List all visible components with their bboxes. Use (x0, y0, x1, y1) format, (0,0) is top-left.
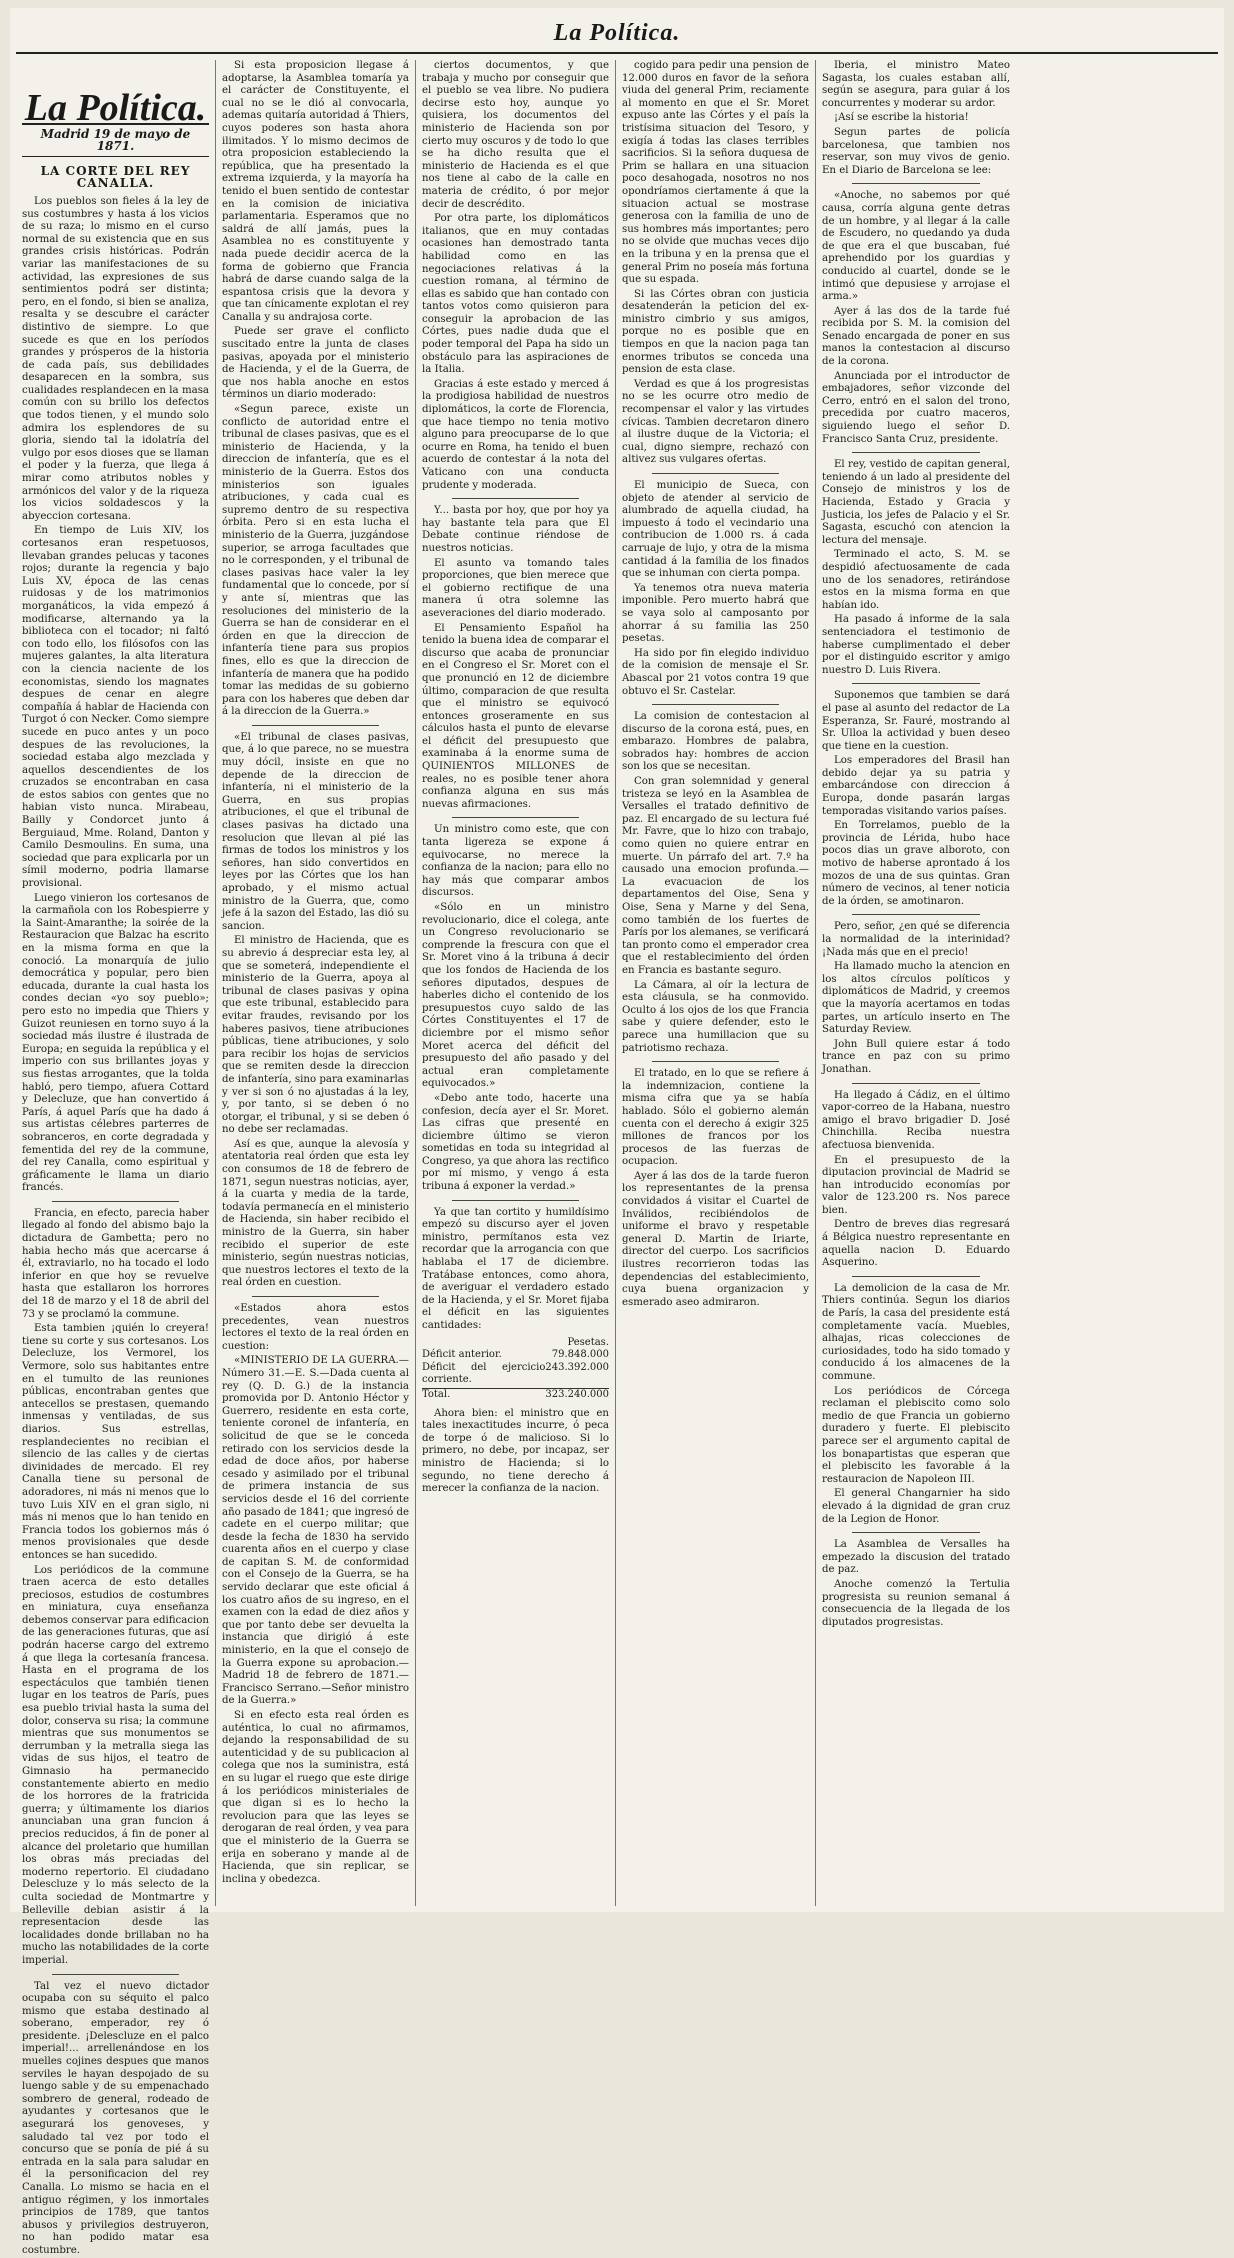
row-value: 79.848.000 (551, 1349, 609, 1361)
paragraph: El asunto va tomando tales proporciones, que bien merece que el gobierno rectifique de una manera ú otra solemne las aseveraciones del diario moderado. (422, 557, 609, 619)
separator-rule (852, 183, 980, 184)
separator-rule (252, 1296, 379, 1297)
column-4 (616, 60, 816, 1906)
paragraph: «Sólo en un ministro revolucionario, dice el colega, ante un Congreso revolucionario se comprende la frescura con que el Sr. Moret vino á la tribuna á decir que los fondos de Hacienda de los señores diputados, despues de haberles dicho el contenido de los presupuestos cuyo saldo de las Córtes Constituyentes el 17 de diciembre por el mismo señor Moret acerca del déficit del presupuesto del año pasado y del actual eran completamente equivocados.» (422, 902, 609, 1090)
running-head: La Política. (553, 20, 681, 46)
paragraph: En tiempo de Luis XIV, los cortesanos eran respetuosos, llevaban grandes pelucas y tacones rojos; durante la regencia y bajo Luis XV, época de las cenas ruidosas y de los matrimonios morganáticos, la vida empezó á modificarse, alternando ya la biblioteca con el tocador; ni faltó con todo ello, los filósofos con las mujeres galantes, la alta literatura con la ciencia naciente de los economistas, siendo los magnates despues de cenar en alegre compañía á hablar de Hacienda con Turgot ó con Necker. Como siempre sucede en puco antes y un poco despues de las revoluciones, la sociedad estaba algo mezclada y aquellos descendientes de los cruzados se encontraban en casa de estos sabios con gentes que no habian visto nunca. Mirabeau, Bailly y Condorcet junto á Berguiaud, Mme. Roland, Danton y Camilo Desmoulins. En suma, una sociedad que para explicarla por un símil moderno, podria llamarse provisional. (22, 525, 209, 890)
paragraph: «MINISTERIO DE LA GUERRA.—Número 31.—E. S.—Dada cuenta al rey (Q. D. G.) de la instancia promovida por D. Antonio Héctor y Guerrero, residente en esta corte, teniente coronel de infantería, en solicitud de que se le conceda retirado con los servicios desde la edad de doce años, por haberse cesado y asimilado por el tribunal de primera instancia de sus servicios desde el 16 del corriente año pasado de 1841; que ingresó de cadete en el cuerpo militar; que desde la fecha de 1830 ha servido cuarenta años en el cuerpo y clase de capitan S. M. de conformidad con el Consejo de la Guerra, se ha servido declarar que este oficial á los cuatro años de su ingreso, en el examen con la edad de diez años y que por tanto debe ser devuelta la instancia que dirigió á este ministerio, en la que el consejo de la Guerra expone su aprobacion.—Madrid 18 de febrero de 1871.—Francisco Serrano.—Señor ministro de la Guerra.» (222, 1355, 409, 1707)
paragraph: Los emperadores del Brasil han debido dejar ya su patria y embarcándose con direccion á Europa, donde pasarán largas temporadas visitando varios países. (822, 755, 1010, 817)
separator-rule (852, 1276, 980, 1277)
paragraph: En el presupuesto de la diputacion provincial de Madrid se han introducido economías por valor de 123.200 rs. Nos parece bien. (822, 1154, 1010, 1216)
separator-rule (452, 817, 579, 818)
column-3 (416, 60, 616, 1906)
row-label: Déficit del ejercicio corriente. (422, 1361, 546, 1386)
dateline: Madrid 19 de mayo de 1871. (22, 123, 209, 157)
paragraph: Si en efecto esta real órden es auténtica, lo cual no afirmamos, dejando la responsabilidad de su autenticidad y de su publicacion al colega que nos la suministra, está en su lugar el ruego que este dirige á los periódicos ministeriales de que digan si es lo hecho la revolucion para que las leyes se derogaran de real órden, y vea para que el ministerio de la Guerra se erija en soberano y mande al de Hacienda, que sin replicar, se inclina y obedezca. (222, 1710, 409, 1885)
article-headline: LA CORTE DEL REY CANALLA. (40, 163, 191, 191)
paragraph: «Segun parece, existe un conflicto de autoridad entre el tribunal de clases pasivas, que es el ministerio de Hacienda, y la direccion de infantería, que es el ministerio de la Guerra. Estos dos ministerios son iguales atribuciones, y cada cual es supremo dentro de su respectiva órbita. Pero si en esta lucha el ministerio de la Guerra, juzgándose superior, se arroga facultades que no le corresponden, y el tribunal de clases pasivas hace valer la ley fundamental que lo concede, por sí y ante sí, mientras que las resoluciones del ministerio de la Guerra se han de considerar en el órden en que la direccion de infantería tiene para sus propios fines, ello es que la direccion de infantería de manera que ha podido tomar las medidas de su gobierno para con los haberes que deben dar á la direccion de la Guerra.» (222, 404, 409, 718)
row-label: Déficit anterior. (422, 1349, 502, 1361)
paragraph: Ha llegado á Cádiz, en el último vapor-correo de la Habana, nuestro amigo el bravo brigadier D. José Chinchilla. Reciba nuestra afectuosa bienvenida. (822, 1089, 1010, 1151)
separator-rule (652, 704, 779, 705)
paragraph: Anoche comenzó la Tertulia progresista su reunion semanal á consecuencia de la llegada de los diputados progresistas. (822, 1578, 1010, 1628)
paragraph: El general Changarnier ha sido elevado á la dignidad de gran cruz de la Legion de Honor. (822, 1488, 1010, 1525)
deficit-table (422, 1337, 609, 1402)
paragraph: Pero, señor, ¿en qué se diferencia la normalidad de la interinidad? ¡Nada más que en el precio! (822, 921, 1010, 958)
table-header: Pesetas. (567, 1336, 609, 1348)
paragraph: La demolicion de la casa de Mr. Thiers continúa. Segun los diarios de París, la casa del presidente está completamente vacía. Muebles, alhajas, ricas colecciones de curiosidades, todo ha sido tomado y conducido á los almacenes de la commune. (822, 1282, 1010, 1382)
paragraph: Segun partes de policía barcelonesa, que tambien nos reservar, son muy vivos de genio. En el Diario de Barcelona se lee: (822, 126, 1010, 176)
paragraph: Ayer á las dos de la tarde fué recibida por S. M. la comision del Senado encargada de poner en sus manos la contestacion al discurso de la corona. (822, 305, 1010, 368)
masthead: La Política. (24, 87, 207, 129)
paragraph: El municipio de Sueca, con objeto de atender al servicio de alumbrado de aquella ciudad, ha impuesto á todo el vecindario una contribucion de 1.000 rs. á cada carruaje de lujo, y otra de la misma cantidad á la familia de los finados que se inhuman con cierta pompa. (622, 480, 809, 580)
paragraph: John Bull quiere estar á todo trance en paz con su primo Jonathan. (822, 1038, 1010, 1075)
paragraph: El ministro de Hacienda, que es su abrevio á despreciar esta ley, al que se someterá, independiente el ministerio de la Guerra, apoya al tribunal de clases pasivas y opina que este tribunal, establecido para evitar fraudes, revisando por los haberes pasivos, tiene atribuciones públicas, tiene atribuciones, y solo para recibir los hojas de servicios que se remiten desde la direccion de infantería, sino para examinarlas y ver si son ó no ajustadas á la ley, y, por tanto, si se deben ó no otorgar, el tribunal, y si se deben ó no debe ser reclamadas. (222, 935, 409, 1136)
paragraph: Ha pasado á informe de la sala sentenciadora el testimonio de haberse cumplimentado el deber por el distinguido escritor y amigo nuestro D. Luis Rivera. (822, 614, 1010, 676)
paragraph: Verdad es que á los progresistas no se les ocurre otro medio de recompensar el valor y las virtudes cívicas. Tambien decretaron dinero al ilustre duque de la Victoria; el cual, digno siempre, rechazó con altivez sus vulgares ofertas. (622, 378, 809, 466)
row-value: 243.392.000 (545, 1361, 609, 1373)
paragraph: «Debo ante todo, hacerte una confesion, decía ayer el Sr. Moret. Las cifras que presenté en diciembre último se vieron sometidas en toda su integridad al Congreso, ya que ahora las rectifico por mí mismo, y vengo á esta tribuna á exponer la verdad.» (422, 1092, 609, 1193)
paragraph: Ya que tan cortito y humildísimo empezó su discurso ayer el joven ministro, permítanos esta vez recordar que la arrogancia con que hablaba el 17 de diciembre. Tratábase entonces, como ahora, de averiguar el verdadero estado de la Hacienda, y el Sr. Moret fijaba el déficit en las siguientes cantidades: (422, 1206, 609, 1331)
separator-rule (652, 1061, 779, 1062)
column-5 (816, 60, 1016, 1906)
separator-rule (852, 1532, 980, 1533)
paragraph: Por otra parte, los diplomáticos italianos, que en muy contadas ocasiones han demostrado tanta habilidad como en las negociaciones relativas á la cuestion romana, al término de ellas es sabido que han contado con tantos votos como quisieron para conseguir la aprobacion de las Córtes, pues nadie duda que el poder temporal del Papa ha sido un obstáculo para las aspiraciones de la Italia. (422, 213, 609, 376)
paragraph: Luego vinieron los cortesanos de la carmañola con los Robespierre y la Saint-Amaranthe; la soirée de la Restauracion que Balzac ha escrito en la misma forma en que la conoció. La monarquía de julio democrática y popular, pero bien educada, durante la cual hasta los condes decian «yo soy pueblo»; pero esto no impedia que Thiers y Guizot reuniesen en torno suyo á la sociedad más ilustre é ilustrada de Europa; en seguida la república y el imperio con sus brillantes joyas y sus fiestas arrogantes, que la tolda habló, pero tiempo, afuera Cottard y Delecluze, que han convertido á París, á aquel París que ha dado á sus artistas célebres parterres de sobranceros, en corte degradada y fementida del rey de la commune, del rey Canalla, como espiritual y gráficamente le llama un diario francés. (22, 892, 209, 1194)
column-1 (16, 60, 216, 2256)
paragraph: «El tribunal de clases pasivas, que, á lo que parece, no se muestra muy dócil, insiste en que no depende de la direccion de infantería, ni el ministerio de la Guerra, en sus propias atribuciones, el que el tribunal de clases pasivas ha dictado una resolucion que llevan al pié las firmas de todos los ministros y los señores, han sido convertidos en leyes por las Córtes que los han aprobado, y el mismo actual ministro de la Guerra, que, como jefe á la sazon del Estado, las dió su sancion. (222, 731, 409, 932)
paragraph: Suponemos que tambien se dará el pase al asunto del redactor de La Esperanza, Sr. Fauré, mostrando al Sr. Ulloa la actividad y buen deseo que tiene en la cuestion. (822, 690, 1010, 752)
paragraph: Si esta proposicion llegase á adoptarse, la Asamblea tomaría ya el carácter de Constituyente, el cual no se le dió al convocarla, ademas quitaría autoridad á Thiers, cuyos poderes son hasta ahora ilimitados. Y lo mismo decimos de otra proposicion estableciendo la república, que ha presentado la extrema izquierda, y la mayoría ha tenido el buen sentido de contestar en la comision de iniciativa parlamentaria. Esperamos que no saldrá de allí jamás, pues la Asamblea no es constituyente y nada puede decidir acerca de la forma de gobierno que Francia habrá de darse cuando salga de la espantosa crisis que la devora y que tan cínicamente explotan el rey Canalla y su andrajosa corte. (222, 60, 409, 323)
paragraph: Si las Córtes obran con justicia desatenderán la peticion del ex-ministro cimbrio y sus amigos, porque no es posible que en tiempos en que la nacion paga tan enormes tributos se conceda una pension de esta clase. (622, 288, 809, 376)
paragraph: Un ministro como este, que con tanta ligereza se expone á equivocarse, no merece la confianza de la nacion; para ello no hay más que comparar ambos discursos. (422, 824, 609, 899)
separator-rule (852, 914, 980, 915)
separator-rule (252, 725, 379, 726)
separator-rule (852, 452, 980, 453)
column-3-body (422, 60, 609, 1496)
paragraph: Esta tambien ¡quién lo creyera! tiene su corte y sus cortesanos. Los Delecluze, los Vermorel, los Vermore, solo sus habitantes entre en el tumulto de las reuniones públicas, encontraban gentes que antecellos se prestasen, quemando inmensas y ventiladas, de sus diarios. Sus estrellas, resplandecientes no recibian el silencio de las calles y de ciertas divinidades de mercado. El rey Canalla tiene su personal de adoradores, ni más ni menos que lo tuvo Luis XIV en el gran siglo, ni más ni menos que lo han tenido en Francia todos los gobiernos más ó menos provisionales que desde entonces se han sucedido. (22, 1323, 209, 1561)
column-1-body (22, 196, 209, 2258)
paragraph: Terminado el acto, S. M. se despidió afectuosamente de cada uno de los senadores, retirándose estos en la misma forma en que habían ido. (822, 549, 1010, 611)
paragraph: Dentro de breves dias regresará á Bélgica nuestro representante en aquella nacion D. Eduardo Asquerino. (822, 1219, 1010, 1269)
column-4-body (622, 60, 809, 1309)
separator-rule (52, 1974, 179, 1975)
total-value: 323.240.000 (545, 1388, 609, 1400)
column-2-body (222, 60, 409, 1886)
separator-rule (452, 498, 579, 499)
top-rule (16, 52, 1218, 54)
paragraph: El tratado, en lo que se refiere á la indemnizacion, contiene la misma cifra que ya se había hablado. Sólo el gobierno alemán cuenta con el derecho á exigir 325 millones de francos por los procesos de las fuerzas de ocupacion. (622, 1068, 809, 1168)
separator-rule (852, 1083, 980, 1084)
column-5-body (822, 60, 1010, 1629)
paragraph: Gracias á este estado y merced á la prodigiosa habilidad de nuestros diplomáticos, la corte de Florencia, que hace tiempo no tenia motivo alguno para preocuparse de lo que ocurre en Roma, ha tenido el buen acuerdo de contestar á la nota del Vaticano con una conducta prudente y moderada. (422, 378, 609, 491)
paragraph: Así es que, aunque la alevosía y atentatoria real órden que esta ley con consumos de 18 de febrero de 1871, segun nuestras noticias, ayer, á la cuarta y media de la tarde, todavía permanecía en el ministerio de Hacienda, sin haber recibido el ministro de la Guerra, sin haber recibido el superior de este ministerio, según nuestras noticias, que nuestros lectores el texto de la real órden en cuestion. (222, 1138, 409, 1289)
paragraph: Los pueblos son fieles á la ley de sus costumbres y hasta á los vicios de su raza; lo mismo en el curso normal de su existencia que en sus grandes crisis históricas. Podrán variar las manifestaciones de su actividad, las expresiones de sus sentimientos podrá ser distinta; pero, en el fondo, si bien se analiza, resalta y se descubre el carácter distintivo de siempre. Lo que sucede es que en los períodos grandes y prósperos de la historia de cada país, sus debilidades desaparecen en la sombra, sus cualidades resplandecen en la masa común con su brillo los defectos que todos tienen, y el mundo solo admira los esplendores de su gloria, siendo tal la idolatría del vulgo por esos dioses que se llaman el poder y la fuerza, que llega á mirar como atributos nobles y armónicos del valor y de la riqueza los vicios soldadescos y la abyeccion cortesana. (22, 195, 209, 522)
separator-rule (452, 1200, 579, 1201)
paragraph: El rey, vestido de capitan general, teniendo á un lado al presidente del Consejo de ministros y los de Hacienda, Estado y Gracia y Justicia, los jefes de Palacio y el Sr. Sagasta, escuchó con atencion la lectura del mensaje. (822, 459, 1010, 546)
paragraph: Puede ser grave el conflicto suscitado entre la junta de clases pasivas, apoyada por el ministerio de Hacienda, y el de la Guerra, de que nos habla anoche en estos términos un diario moderado: (222, 326, 409, 401)
columns (16, 60, 1218, 2256)
paragraph: Con gran solemnidad y general tristeza se leyó en la Asamblea de Versalles el tratado definitivo de paz. El encargado de su lectura fué Mr. Favre, que lo hizo con trabajo, como quien no quiere entrar en muerte. Un párrafo del art. 7.º ha causado una emocion profunda.—La evacuacion de los departamentos del Oise, Sena y Oise, Sena y Marne y del Sena, como también de los fuertes de París por los alemanes, se verificará tan pronto como el emperador crea que el restablecimiento del órden en Francia es bastante seguro. (622, 776, 810, 976)
paragraph: El Pensamiento Español ha tenido la buena idea de comparar el discurso que acaba de pronunciar en el Congreso el Sr. Moret con el que pronunció en 12 de diciembre último, comparacion de que resulta que el ministro se equivocó entonces groseramente en sus cálculos hasta el punto de elevarse el déficit del presupuesto que examinaba á la enorme suma de QUINIENTOS MILLONES de reales, no es posible tener ahora confianza alguna en sus más nuevas afirmaciones. (422, 622, 609, 810)
paragraph: cogido para pedir una pension de 12.000 duros en favor de la señora viuda del general Prim, reciamente al momento en que el Sr. Moret expuso ante las Córtes y el país la tristísima situacion del Tesoro, y exigía á todas las clases terribles sacrificios. Si la señora duquesa de Prim se hallara en una situacion poco desahogada, nosotros no nos opondríamos ciertamente á que la situacion actual se mostrase generosa con la familia de uno de sus hombres más importantes; pero no se olvide que muchas veces dijo en la tribuna y en la prensa que el general Prim no poseía más fortuna que su espada. (622, 60, 809, 286)
paragraph: «Anoche, no sabemos por qué causa, corría alguna gente detras de un hombre, y al llegar á la calle de Escudero, no quedando ya duda de que era el que buscaban, fué aprehendido por los guardias y conducido al cuartel, donde se le intimó que depusiese y arrojase el arma.» (822, 190, 1010, 303)
separator-rule (852, 683, 980, 684)
paragraph: Ya tenemos otra nueva materia imponible. Pero muerto habrá que se vaya solo al camposanto por ahorrar á su familia las 250 pesetas. (622, 582, 809, 645)
table-total (422, 1388, 609, 1402)
paragraph: Iberia, el ministro Mateo Sagasta, los cuales estaban allí, según se asegura, para guiar á los concurrentes y moderar su ardor. (822, 60, 1010, 109)
separator-rule (52, 1201, 179, 1202)
paragraph: Ayer á las dos de la tarde fueron los representantes de la prensa convidados á visitar el Cuartel de Inválidos, recibiéndolos de uniforme el bravo y respetable general D. Martin de Iriarte, director del cuerpo. Los sacrificios ilustres recorrieron todas las dependencias del establecimiento, cuya buena organizacion y esmerado aseo admiraron. (622, 1170, 809, 1308)
table-row (422, 1349, 609, 1362)
paragraph: Tal vez el nuevo dictador ocupaba con su séquito el palco mismo que estaba destinado al soberano, emperador, rey ó presidente. ¡Delescluze en el palco imperial!... arrellenándose en los muelles cojines despues que manos serviles le hayan despojado de su luengo sable y de su empenachado sombrero de general, rodeado de ayudantes y cortesanos que le asegurará los genoveses, y saludado tal vez por todo el concurso que se ponía de pié á su entrada en la sala para saludar en él la personificacion del rey Canalla. Lo mismo se hacia en el antiguo régimen, y los inmortales principios de 1789, que tantos abusos y privilegios destruyeron, no han podido matar esa costumbre. (22, 1980, 209, 2256)
total-label: Total. (422, 1388, 451, 1400)
paragraph: Anunciada por el introductor de embajadores, señor vizconde del Cerro, entró en el salon del trono, precedida por cuatro maceros, siguiendo luego el señor D. Francisco Santa Cruz, presidente. (822, 370, 1010, 445)
paragraph: La Asamblea de Versalles ha empezado la discusion del tratado de paz. (822, 1539, 1010, 1576)
paragraph: La Cámara, al oír la lectura de esta cláusula, se ha conmovido. Oculto á los ojos de los que Francia sabe y quiere defender, esto le parece una humillacion que su patriotismo rechaza. (622, 979, 809, 1054)
table-row (422, 1362, 609, 1387)
paragraph: Los periódicos de Córcega reclaman el plebiscito como solo medio de que Francia un gobierno duradero y fuerte. El plebiscito parece ser el argumento capital de los bonapartistas que esperan que el plebiscito les favorable á la restauracion de Napoleon III. (822, 1385, 1010, 1485)
paragraph: Y... basta por hoy, que por hoy ya hay bastante tela para que El Debate continue riéndose de nuestros noticias. (422, 505, 609, 554)
paragraph: ciertos documentos, y que trabaja y mucho por conseguir que el pueblo se vea libre. No pudiera decirse esto hoy, aunque yo quisiera, los documentos del ministerio de Hacienda son por cierto muy oscuros y de todo lo que se ha dicho resulta que el ministerio de Hacienda es el que nos tiene al cabo de la calle en materia de crédito, ó por mejor decir de descrédito. (422, 60, 609, 210)
column-2 (216, 60, 416, 1906)
paragraph: Ahora bien: el ministro que en tales inexactitudes incurre, ó peca de torpe ó de malicioso. Si lo primero, no debe, por incapaz, ser ministro de Hacienda; si lo segundo, no tiene derecho á merecer la confianza de la nacion. (422, 1407, 609, 1495)
paragraph: Francia, en efecto, parecia haber llegado al fondo del abismo bajo la dictadura de Gambetta; pero no habia hecho más que acercarse á él, extraviarlo, no ha tocado el lodo inferior en que hoy se revuelve hasta que estallaron los horrores del 18 de marzo y el 18 de abril del 73 y se proclamó la commune. (22, 1207, 209, 1320)
newspaper-page (10, 8, 1224, 2256)
paragraph: Ha sido por fin elegido individuo de la comision de mensaje el Sr. Abascal por 21 votos contra 19 que obtuvo el Sr. Castelar. (622, 647, 809, 697)
paragraph: Los periódicos de la commune traen acerca de esto detalles preciosos, estudios de costumbres en miniatura, cuya enseñanza debemos conservar para edificacion de las generaciones futuras, que así podrán hacerse cargo del extremo á que llega la cortesanía francesa. Hasta en el programa de los espectáculos que también tienen lugar en los teatros de París, pues esa pueblo trivial hasta la suma del dolor, conserva su risa; la commune mientras que sus monumentos se derrumban y la metralla siega las vidas de sus hijos, el teatro de Gimnasio ha permanecido constantemente abierto en medio de los horrores de la fratricida guerra; y últimamente los diarios anunciaban una gran funcion á precios reducidos, á fin de poner al alcance del proletario que humillan los obras más preciadas del moderno repertorio. El ciudadano Delescluze y lo más selecto de la culta sociedad de Montmartre y Belleville debian asistir á la representacion desde las localidades donde brillaban no ha mucho las notabilidades de la corte imperial. (22, 1564, 209, 1966)
paragraph: Ha llamado mucho la atencion en los altos círculos políticos y diplomáticos de Madrid, y creemos que la mayoría acertamos en todas partes, un artículo inserto en The Saturday Review. (822, 961, 1010, 1036)
paragraph: «Estados ahora estos precedentes, vean nuestros lectores el texto de la real órden en cuestion: (222, 1303, 409, 1352)
paragraph: La comision de contestacion al discurso de la corona está, pues, en embarazo. Hombres de palabra, sobrados hay: hombres de accion son los que se necesitan. (622, 711, 809, 773)
paragraph: ¡Así se escribe la historia! (834, 112, 969, 124)
separator-rule (652, 473, 779, 474)
paragraph: En Torrelamos, pueblo de la provincia de Lérida, hubo hace pocos dias un grave alboroto, con motivo de haberse aprontado á los mozos de una de sus quintas. Gran número de vecinos, al tener noticia de la órden, se amotinaron. (822, 820, 1010, 907)
